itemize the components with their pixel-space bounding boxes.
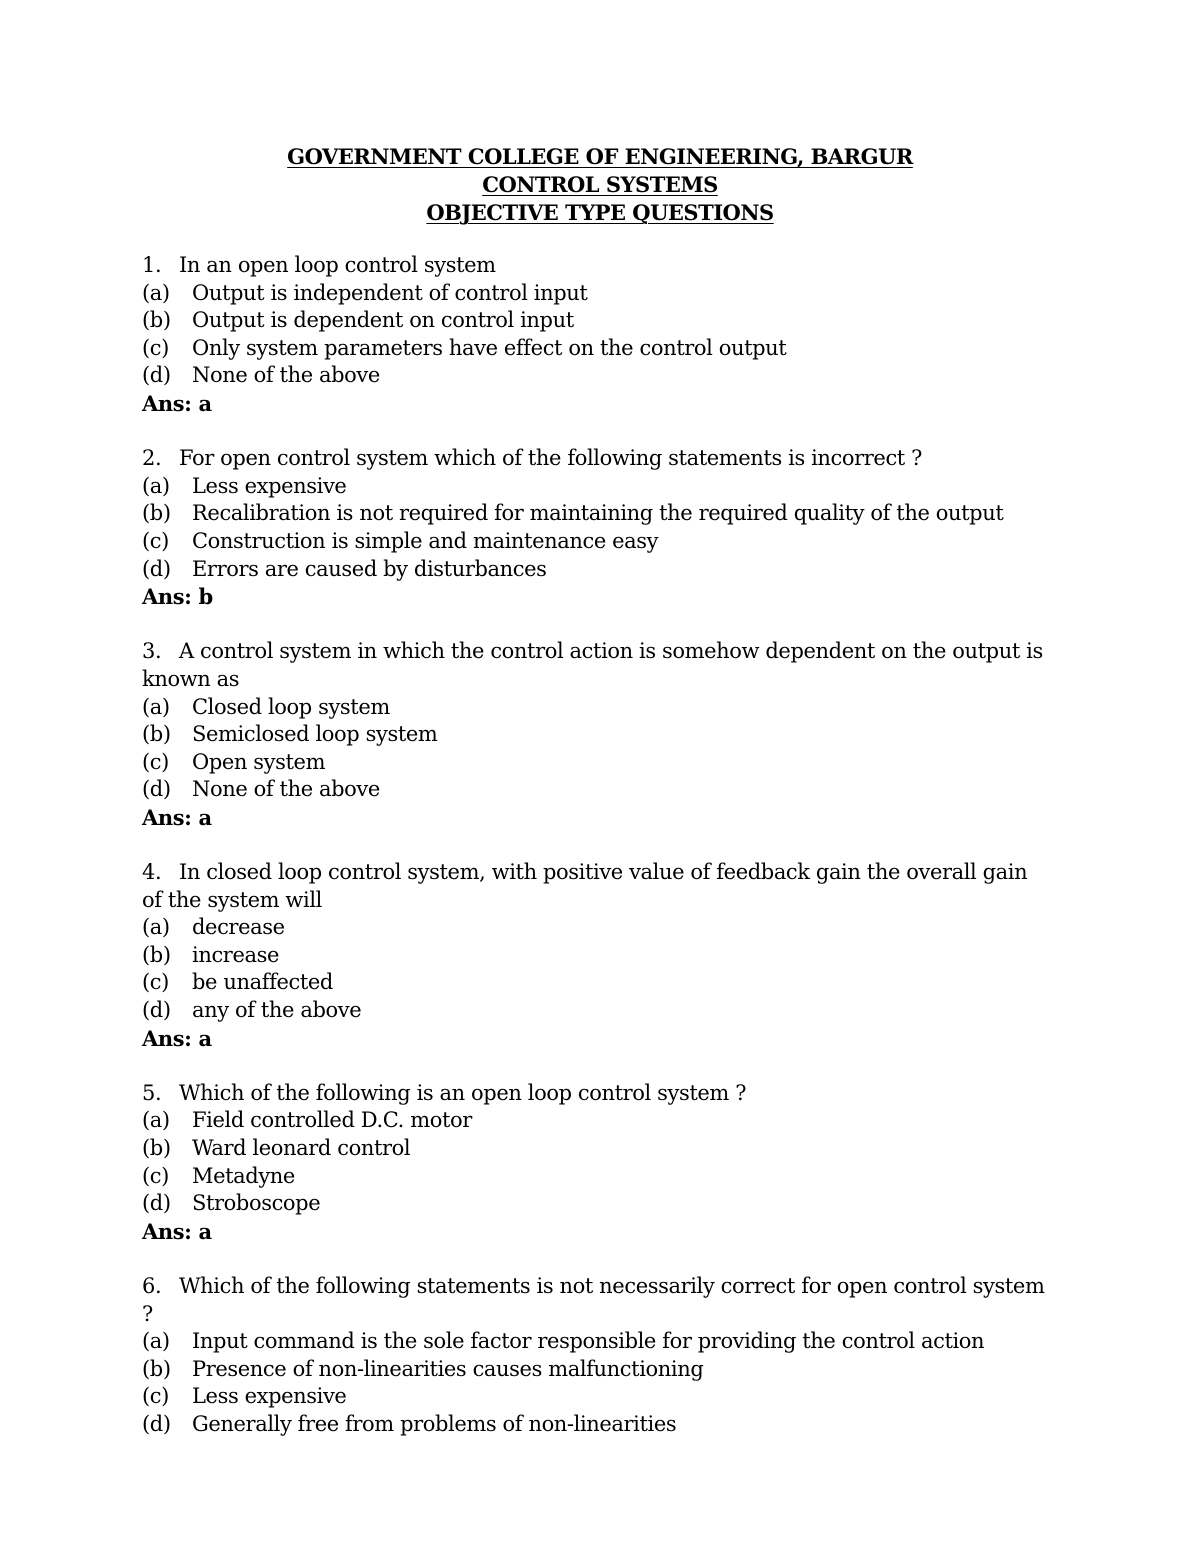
option-c	[142, 335, 1052, 363]
option-text: Presence of non-linearities causes malfunctioning	[192, 1356, 704, 1381]
option-text: Less expensive	[192, 1384, 347, 1409]
question-stem	[142, 445, 1052, 473]
option-text: Generally free from problems of non-linearities	[192, 1411, 677, 1436]
option-label: (b)	[142, 501, 171, 526]
option-text: any of the above	[192, 998, 362, 1023]
option-text: None of the above	[192, 777, 380, 802]
option-label: (d)	[142, 556, 171, 581]
option-a	[142, 694, 1052, 722]
option-text: Metadyne	[192, 1163, 295, 1188]
option-a	[142, 473, 1052, 501]
question-1	[142, 252, 1052, 418]
option-d	[142, 1411, 1052, 1439]
answer-key: Ans: a	[142, 390, 212, 416]
option-a	[142, 280, 1052, 308]
option-label: (d)	[142, 998, 171, 1023]
question-number: 3.	[142, 639, 162, 664]
option-label: (a)	[142, 473, 170, 498]
question-4	[142, 859, 1052, 1052]
option-label: (a)	[142, 915, 170, 940]
option-text: Input command is the sole factor responsible for providing the control action	[192, 1329, 985, 1354]
option-label: (c)	[142, 1163, 169, 1188]
option-text: Closed loop system	[192, 694, 390, 719]
option-text: Less expensive	[192, 473, 347, 498]
option-d	[142, 997, 1052, 1025]
question-text: A control system in which the control action is somehow dependent on the output is known as	[142, 639, 1043, 691]
option-a	[142, 1328, 1052, 1356]
option-b	[142, 1356, 1052, 1384]
question-6	[142, 1273, 1052, 1439]
option-label: (c)	[142, 335, 169, 360]
option-text: Stroboscope	[192, 1191, 321, 1216]
option-label: (d)	[142, 1411, 171, 1436]
option-label: (d)	[142, 777, 171, 802]
option-label: (c)	[142, 970, 169, 995]
question-5	[142, 1080, 1052, 1246]
option-text: Ward leonard control	[192, 1136, 411, 1160]
option-label: (a)	[142, 1329, 170, 1354]
subject-title: CONTROL SYSTEMS	[482, 172, 718, 197]
option-text: Recalibration is not required for maintaining the required quality of the output	[192, 501, 1004, 526]
option-label: (c)	[142, 749, 169, 774]
option-label: (c)	[142, 1384, 169, 1409]
answer-key: Ans: b	[142, 584, 213, 610]
option-c	[142, 1163, 1052, 1191]
option-text: Errors are caused by disturbances	[192, 556, 547, 581]
question-stem	[142, 638, 1052, 693]
option-d	[142, 1190, 1052, 1218]
option-text: None of the above	[192, 363, 380, 388]
option-text: Output is dependent on control input	[192, 308, 574, 333]
option-d	[142, 362, 1052, 390]
section-title: OBJECTIVE TYPE QUESTIONS	[426, 200, 774, 225]
question-number: 1.	[142, 253, 162, 277]
option-a	[142, 914, 1052, 942]
option-label: (b)	[142, 1136, 171, 1160]
question-number: 6.	[142, 1273, 162, 1298]
college-title: GOVERNMENT COLLEGE OF ENGINEERING, BARGUR	[287, 144, 913, 169]
option-b	[142, 307, 1052, 335]
question-number: 5.	[142, 1080, 162, 1105]
question-number: 2.	[142, 446, 162, 471]
option-b	[142, 942, 1052, 970]
question-stem	[142, 1080, 1052, 1108]
option-d	[142, 556, 1052, 584]
option-c	[142, 1383, 1052, 1411]
option-text: increase	[192, 942, 279, 967]
option-label: (d)	[142, 363, 171, 388]
question-stem	[142, 252, 1052, 280]
option-text: Semiclosed loop system	[192, 722, 438, 747]
answer-key: Ans: a	[142, 804, 212, 830]
question-stem	[142, 859, 1052, 914]
option-c	[142, 969, 1052, 997]
answer-key: Ans: a	[142, 1025, 212, 1051]
answer-key: Ans: a	[142, 1218, 212, 1244]
question-3	[142, 638, 1052, 831]
option-text: decrease	[192, 915, 285, 940]
option-label: (a)	[142, 1108, 170, 1133]
option-label: (a)	[142, 694, 170, 719]
question-stem	[142, 1273, 1052, 1328]
document-header	[0, 143, 1200, 227]
option-text: be unaffected	[192, 970, 333, 995]
option-label: (c)	[142, 528, 169, 553]
option-b	[142, 500, 1052, 528]
option-text: Field controlled D.C. motor	[192, 1108, 472, 1133]
option-b	[142, 1135, 1052, 1163]
option-a	[142, 1107, 1052, 1135]
option-c	[142, 749, 1052, 777]
option-label: (a)	[142, 280, 170, 305]
option-c	[142, 528, 1052, 556]
option-text: Construction is simple and maintenance easy	[192, 528, 659, 553]
question-number: 4.	[142, 860, 162, 885]
option-label: (b)	[142, 308, 171, 333]
question-text: In closed loop control system, with positive value of feedback gain the overall gain of the system will	[142, 860, 1028, 912]
option-label: (b)	[142, 942, 171, 967]
question-text: Which of the following statements is not necessarily correct for open control system ?	[142, 1273, 1045, 1326]
option-text: Open system	[192, 749, 326, 774]
option-b	[142, 721, 1052, 749]
question-text: In an open loop control system	[179, 253, 496, 277]
question-text: Which of the following is an open loop control system ?	[179, 1080, 747, 1105]
option-text: Output is independent of control input	[192, 280, 588, 305]
option-label: (b)	[142, 1356, 171, 1381]
question-text: For open control system which of the following statements is incorrect ?	[179, 446, 922, 471]
option-label: (d)	[142, 1191, 171, 1216]
option-text: Only system parameters have effect on the control output	[192, 335, 787, 360]
question-list	[142, 252, 1052, 1466]
option-label: (b)	[142, 722, 171, 747]
option-d	[142, 776, 1052, 804]
question-2	[142, 445, 1052, 611]
